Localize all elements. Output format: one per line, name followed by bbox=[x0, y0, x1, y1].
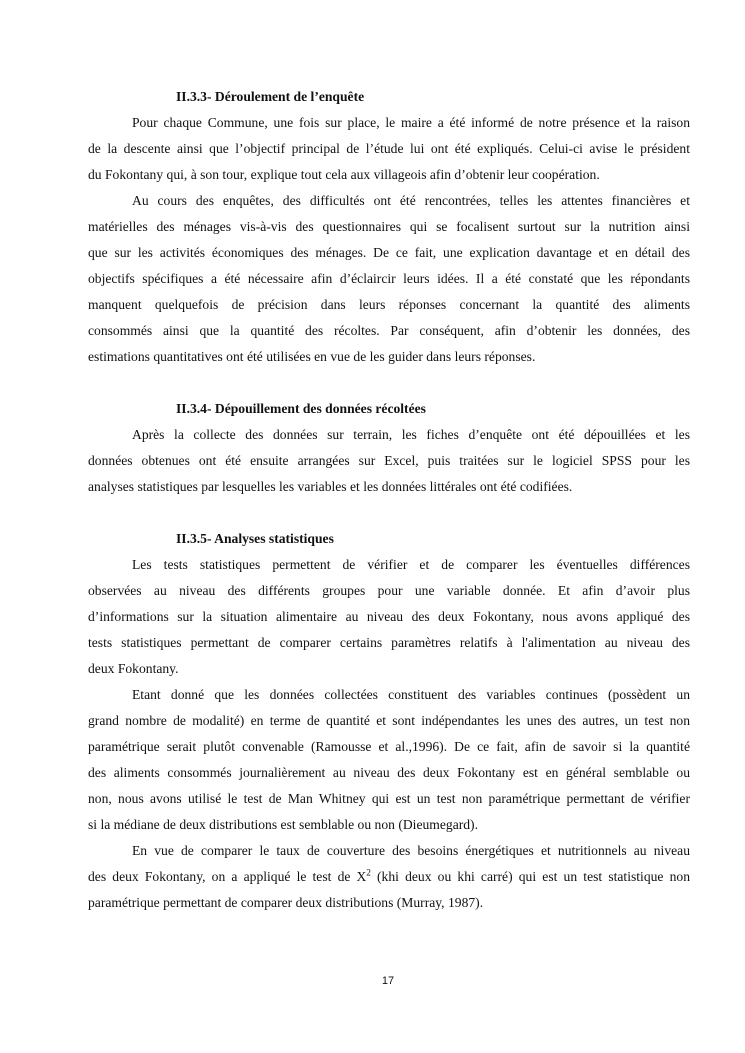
blank-line bbox=[88, 370, 690, 396]
paragraph-line: Après la collecte des données sur terrain, les fiches d’enquête ont été dépouillées et les bbox=[132, 427, 690, 442]
paragraph-line: paramétrique serait plutôt convenable (Ramousse et al.,1996). De ce fait, afin de savoir si la quantité bbox=[88, 739, 690, 754]
section-heading: II.3.4- Dépouillement des données récoltées bbox=[176, 401, 426, 416]
paragraph-line: deux Fokontany. bbox=[88, 661, 179, 676]
text-fragment: des deux Fokontany, on a appliqué le test de X bbox=[88, 869, 367, 884]
document-body bbox=[88, 84, 690, 916]
paragraph-line: estimations quantitatives ont été utilisées en vue de les guider dans leurs réponses. bbox=[88, 349, 536, 364]
page-number: 17 bbox=[381, 975, 395, 987]
text-fragment: 2 bbox=[366, 867, 371, 878]
section-heading: II.3.5- Analyses statistiques bbox=[176, 531, 334, 546]
paragraph-line: En vue de comparer le taux de couverture des besoins énergétiques et nutritionnels au niveau bbox=[132, 843, 690, 858]
paragraph-line: Les tests statistiques permettent de vérifier et de comparer les éventuelles différences bbox=[132, 557, 690, 572]
paragraph-line: des aliments consommés journalièrement au niveau des deux Fokontany est en général semblable ou bbox=[88, 765, 690, 780]
paragraph-line: données obtenues ont été ensuite arrangées sur Excel, puis traitées sur le logiciel SPSS pour les bbox=[88, 453, 690, 468]
paragraph-line: manquent quelquefois de précision dans leurs réponses concernant la quantité des aliments bbox=[88, 297, 690, 312]
paragraph-line: non, nous avons utilisé le test de Man Whitney qui est un test non paramétrique permettant de vérifier bbox=[88, 791, 690, 806]
paragraph-line: grand nombre de modalité) en terme de quantité et sont indépendantes les unes des autres, un test non bbox=[88, 713, 690, 728]
paragraph-line: du Fokontany qui, à son tour, explique tout cela aux villageois afin d’obtenir leur coopération. bbox=[88, 167, 600, 182]
paragraph-line: observées au niveau des différents groupes pour une variable donnée. Et afin d’avoir plus bbox=[88, 583, 690, 598]
paragraph-line: Au cours des enquêtes, des difficultés ont été rencontrées, telles les attentes financières et bbox=[132, 193, 690, 208]
paragraph-line: que sur les activités économiques des ménages. De ce fait, une explication davantage et en détail des bbox=[88, 245, 690, 260]
section-heading: II.3.3- Déroulement de l’enquête bbox=[176, 89, 365, 104]
paragraph-line: matérielles des ménages vis-à-vis des questionnaires qui se focalisent surtout sur la nutrition ainsi bbox=[88, 219, 690, 234]
paragraph-line: si la médiane de deux distributions est semblable ou non (Dieumegard). bbox=[88, 817, 478, 832]
text-fragment: (khi deux ou khi carré) qui est un test statistique non bbox=[370, 869, 690, 884]
paragraph-line: paramétrique permettant de comparer deux distributions (Murray, 1987). bbox=[88, 895, 484, 910]
paragraph-line bbox=[88, 864, 690, 890]
blank-line bbox=[88, 500, 690, 526]
paragraph-line: consommés ainsi que la quantité des récoltes. Par conséquent, afin d’obtenir les données, des bbox=[88, 323, 690, 338]
paragraph-line: objectifs spécifiques a été nécessaire afin d’éclaircir leurs idées. Il a été constaté que les répondants bbox=[88, 271, 690, 286]
paragraph-line: Etant donné que les données collectées constituent des variables continues (possèdent un bbox=[132, 687, 690, 702]
paragraph-line: de la descente ainsi que l’objectif principal de l’étude lui ont été expliqués. Celui-ci avise le président bbox=[88, 141, 690, 156]
paragraph-line: analyses statistiques par lesquelles les variables et les données littérales ont été codifiées. bbox=[88, 479, 573, 494]
paragraph-line: tests statistiques permettant de comparer certains paramètres relatifs à l'alimentation au niveau des bbox=[88, 635, 690, 650]
paragraph-line: d’informations sur la situation alimentaire au niveau des deux Fokontany, nous avons appliqué des bbox=[88, 609, 690, 624]
paragraph-line: Pour chaque Commune, une fois sur place, le maire a été informé de notre présence et la raison bbox=[132, 115, 690, 130]
